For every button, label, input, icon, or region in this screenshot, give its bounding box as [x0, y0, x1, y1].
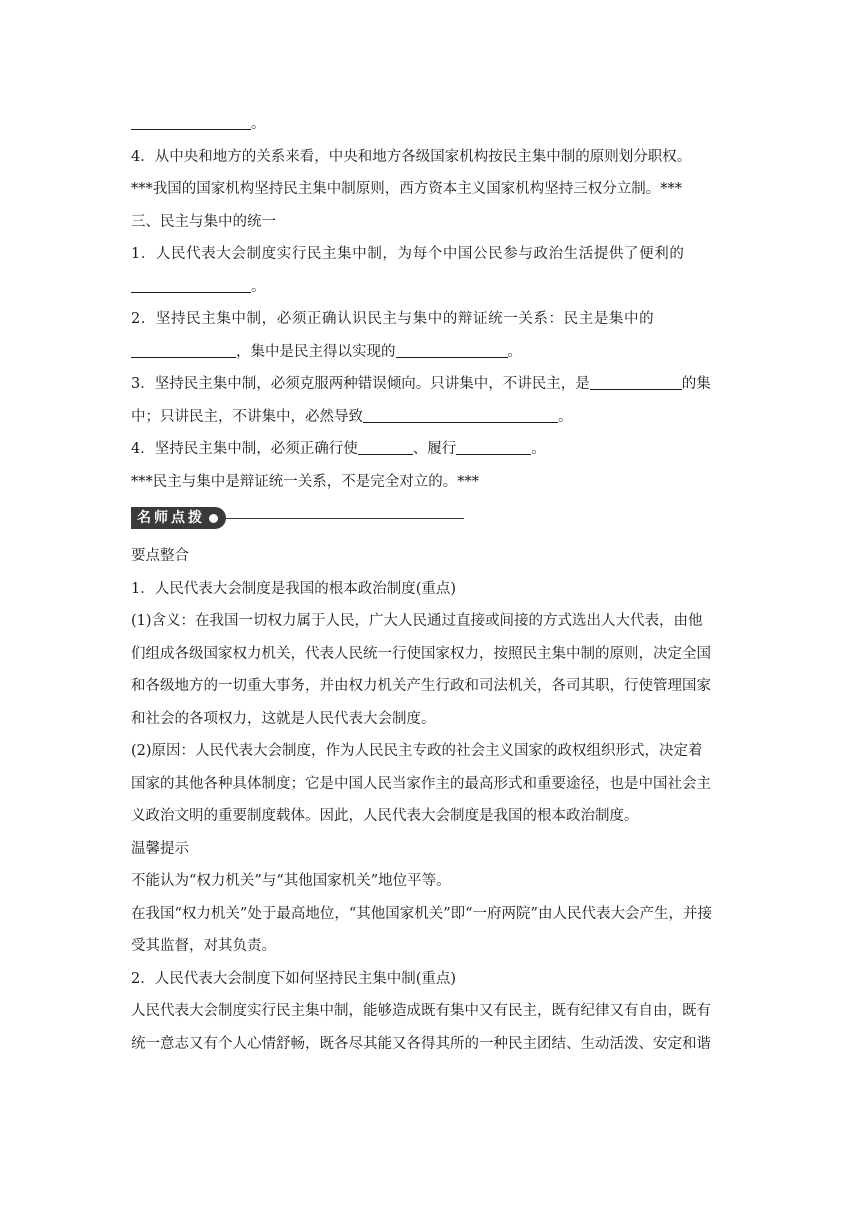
answer-blank[interactable] — [131, 115, 251, 131]
item-title: 2．人民代表大会制度下如何坚持民主集中制(重点) — [131, 970, 457, 987]
text-line: 和各级地方的一切重大事务，并由权力机关产生行政和司法机关，各司其职，行使管理国家 — [131, 678, 711, 694]
banner-label: 名师点拨 — [137, 509, 205, 526]
text-line: 不能认为“权力机关”与“其他国家机关”地位平等。 — [131, 873, 451, 889]
subheading: 三、民主与集中的统一 — [131, 213, 276, 230]
section-banner — [131, 504, 731, 532]
note-line: ***我国的国家机构坚持民主集中制原则，西方资本主义国家机构坚持三权分立制。*** — [131, 181, 682, 197]
section-heading: 要点整合 — [131, 548, 189, 564]
text-line: (2)原因：人民代表大会制度，作为人民民主专政的社会主义国家的政权组织形式，决定着 — [131, 743, 703, 759]
text-line: 人民代表大会制度实行民主集中制，能够造成既有集中又有民主，既有纪律又有自由，既有 — [131, 1003, 711, 1019]
text-line — [131, 368, 731, 401]
text-line: 2．坚持民主集中制，必须正确认识民主与集中的辩证统一关系：民主是集中的 — [131, 311, 655, 327]
text-span: 3．坚持民主集中制，必须克服两种错误倾向。只讲集中，不讲民主，是 — [131, 376, 590, 392]
text-line: 和社会的各项权力，这就是人民代表大会制度。 — [131, 710, 436, 727]
banner-rule — [226, 518, 464, 519]
banner-badge — [131, 507, 226, 529]
document-body — [131, 108, 731, 1060]
text-span: ，集中是民主得以实现的 — [236, 343, 396, 360]
item-title: 1．人民代表大会制度是我国的根本政治制度(重点) — [131, 580, 457, 597]
answer-blank[interactable] — [363, 407, 558, 423]
punctuation: 。 — [251, 116, 266, 132]
answer-blank[interactable] — [358, 440, 413, 456]
bullet-dot-icon — [209, 514, 218, 523]
note-line: ***民主与集中是辩证统一关系，不是完全对立的。*** — [131, 473, 479, 490]
punctuation: 。 — [531, 441, 546, 457]
text-line — [131, 108, 731, 141]
answer-blank[interactable] — [131, 342, 236, 358]
text-line — [131, 271, 731, 304]
text-line: 1．人民代表大会制度实行民主集中制，为每个中国公民参与政治生活提供了便利的 — [131, 246, 685, 262]
text-span: 4．坚持民主集中制，必须正确行使 — [131, 441, 358, 457]
text-line: 受其监督，对其负责。 — [131, 938, 276, 954]
answer-blank[interactable] — [456, 440, 531, 456]
text-span: 的集 — [681, 376, 711, 392]
text-span: 、履行 — [412, 441, 457, 457]
tip-heading: 温馨提示 — [131, 840, 189, 857]
punctuation: 。 — [558, 408, 573, 425]
text-line: 们组成各级国家权力机关，代表人民统一行使国家权力，按照民主集中制的原则，决定全国 — [131, 645, 711, 662]
answer-blank[interactable] — [590, 375, 682, 391]
text-line: 国家的其他各种具体制度；它是中国人民当家作主的最高形式和重要途径，也是中国社会主 — [131, 775, 711, 792]
text-line — [131, 433, 731, 466]
punctuation: 。 — [507, 343, 522, 360]
text-line — [131, 401, 731, 434]
text-line: 4．从中央和地方的关系来看，中央和地方各级国家机构按民主集中制的原则划分职权。 — [131, 148, 692, 165]
text-line: 义政治文明的重要制度载体。因此，人民代表大会制度是我国的根本政治制度。 — [131, 808, 639, 824]
text-span: 中；只讲民主，不讲集中，必然导致 — [131, 408, 363, 425]
punctuation: 。 — [251, 278, 266, 295]
text-line: (1)含义：在我国一切权力属于人民，广大人民通过直接或间接的方式选出人大代表，由他 — [131, 613, 703, 629]
text-line — [131, 336, 731, 369]
text-line: 统一意志又有个人心情舒畅，既各尽其能又各得其所的一种民主团结、生动活泼、安定和谐 — [131, 1035, 711, 1052]
answer-blank[interactable] — [396, 342, 508, 358]
text-line: 在我国“权力机关”处于最高地位，“其他国家机关”即“一府两院”由人民代表大会产生，并接 — [131, 905, 712, 922]
answer-blank[interactable] — [131, 277, 251, 293]
